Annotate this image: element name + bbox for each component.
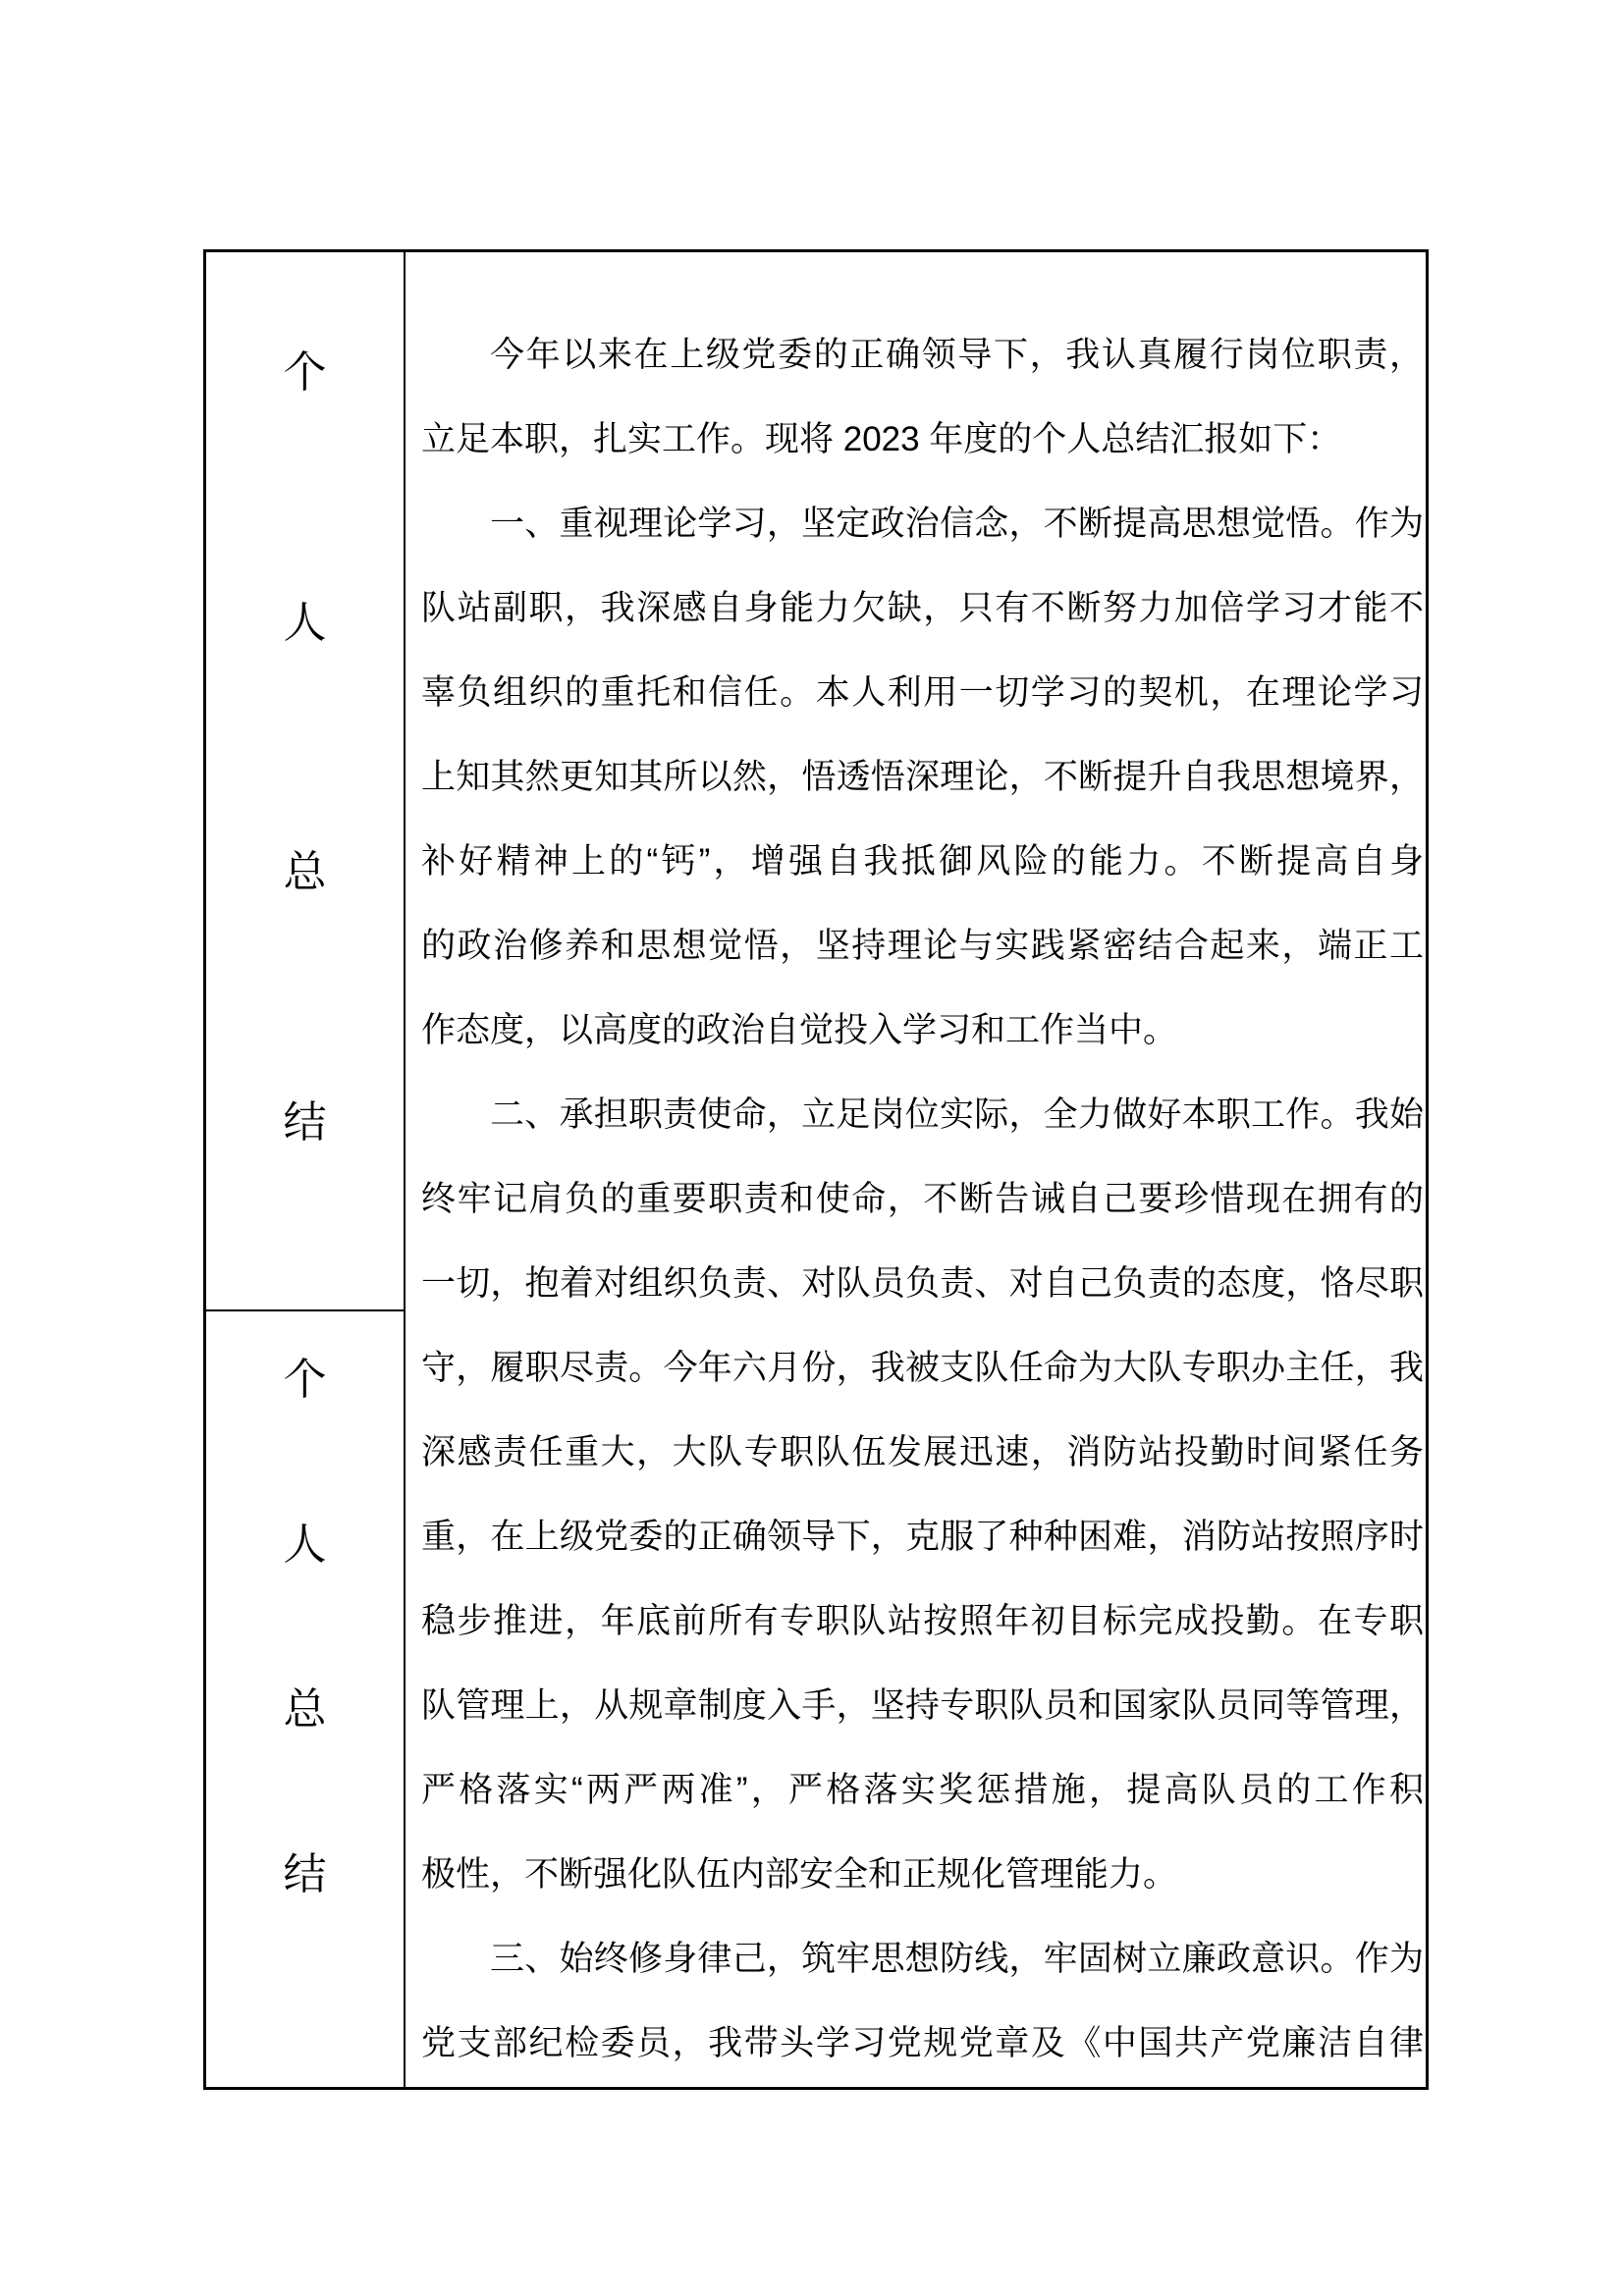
body-text-line: 守，履职尽责。今年六月份，我被支队任命为大队专职办主任，我 [421,1349,1424,1387]
body-text-line: 补好精神上的“钙”，增强自我抵御风险的能力。不断提高自身 [421,842,1424,881]
body-text-line: 一切，抱着对组织负责、对队员负责、对自己负责的态度，恪尽职 [421,1264,1424,1303]
summary-body-cell [406,252,1426,2087]
vertical-title-char: 结 [283,1850,327,1898]
body-text-line: 队站副职，我深感自身能力欠缺，只有不断努力加倍学习才能不 [421,589,1424,627]
vertical-title-char: 结 [283,1097,327,1147]
body-text-line: 三、始终修身律己，筑牢思想防线，牢固树立廉政意识。作为 [490,1940,1424,1978]
body-text-line: 立足本职，扎实工作。现将 2023 年度的个人总结汇报如下： [421,420,1342,458]
body-text-line: 今年以来在上级党委的正确领导下，我认真履行岗位职责， [490,336,1424,374]
vertical-title-char: 总 [283,1685,327,1734]
body-text-line: 上知其然更知其所以然，悟透悟深理论，不断提升自我思想境界， [421,758,1424,796]
body-text-line: 辜负组织的重托和信任。本人利用一切学习的契机，在理论学习 [421,673,1424,712]
vertical-title-char: 总 [283,848,327,897]
body-text-line: 重，在上级党委的正确领导下，克服了种种困难，消防站按照序时 [421,1518,1424,1556]
vertical-title-char: 个 [283,348,327,397]
vertical-title-char: 人 [283,598,327,647]
body-text-line: 终牢记肩负的重要职责和使命，不断告诫自己要珍惜现在拥有的 [421,1180,1424,1218]
body-text-line: 作态度，以高度的政治自觉投入学习和工作当中。 [421,1011,1178,1049]
body-text-line: 极性，不断强化队伍内部安全和正规化管理能力。 [421,1855,1178,1894]
vertical-title-char: 人 [283,1521,327,1569]
body-text-line: 的政治修养和思想觉悟，坚持理论与实践紧密结合起来，端正工 [421,927,1424,965]
body-text-line: 稳步推进，年底前所有专职队站按照年初目标完成投勤。在专职 [421,1602,1424,1640]
body-text-line: 党支部纪检委员，我带头学习党规党章及《中国共产党廉洁自律 [421,2024,1424,2062]
body-text-line: 队管理上，从规章制度入手，坚持专职队员和国家队员同等管理， [421,1686,1424,1725]
body-text-line: 严格落实“两严两准”，严格落实奖惩措施，提高队员的工作积 [421,1771,1424,1809]
row-header-cell-2 [206,1311,406,2087]
body-text-line: 深感责任重大，大队专职队伍发展迅速，消防站投勤时间紧任务 [421,1433,1424,1471]
body-text-line: 二、承担职责使命，立足岗位实际，全力做好本职工作。我始 [490,1095,1424,1134]
personal-summary-table [203,249,1429,2090]
row-header-cell-1 [206,252,406,1311]
vertical-title-char: 个 [283,1356,327,1404]
body-text-line: 一、重视理论学习，坚定政治信念，不断提高思想觉悟。作为 [490,505,1424,543]
